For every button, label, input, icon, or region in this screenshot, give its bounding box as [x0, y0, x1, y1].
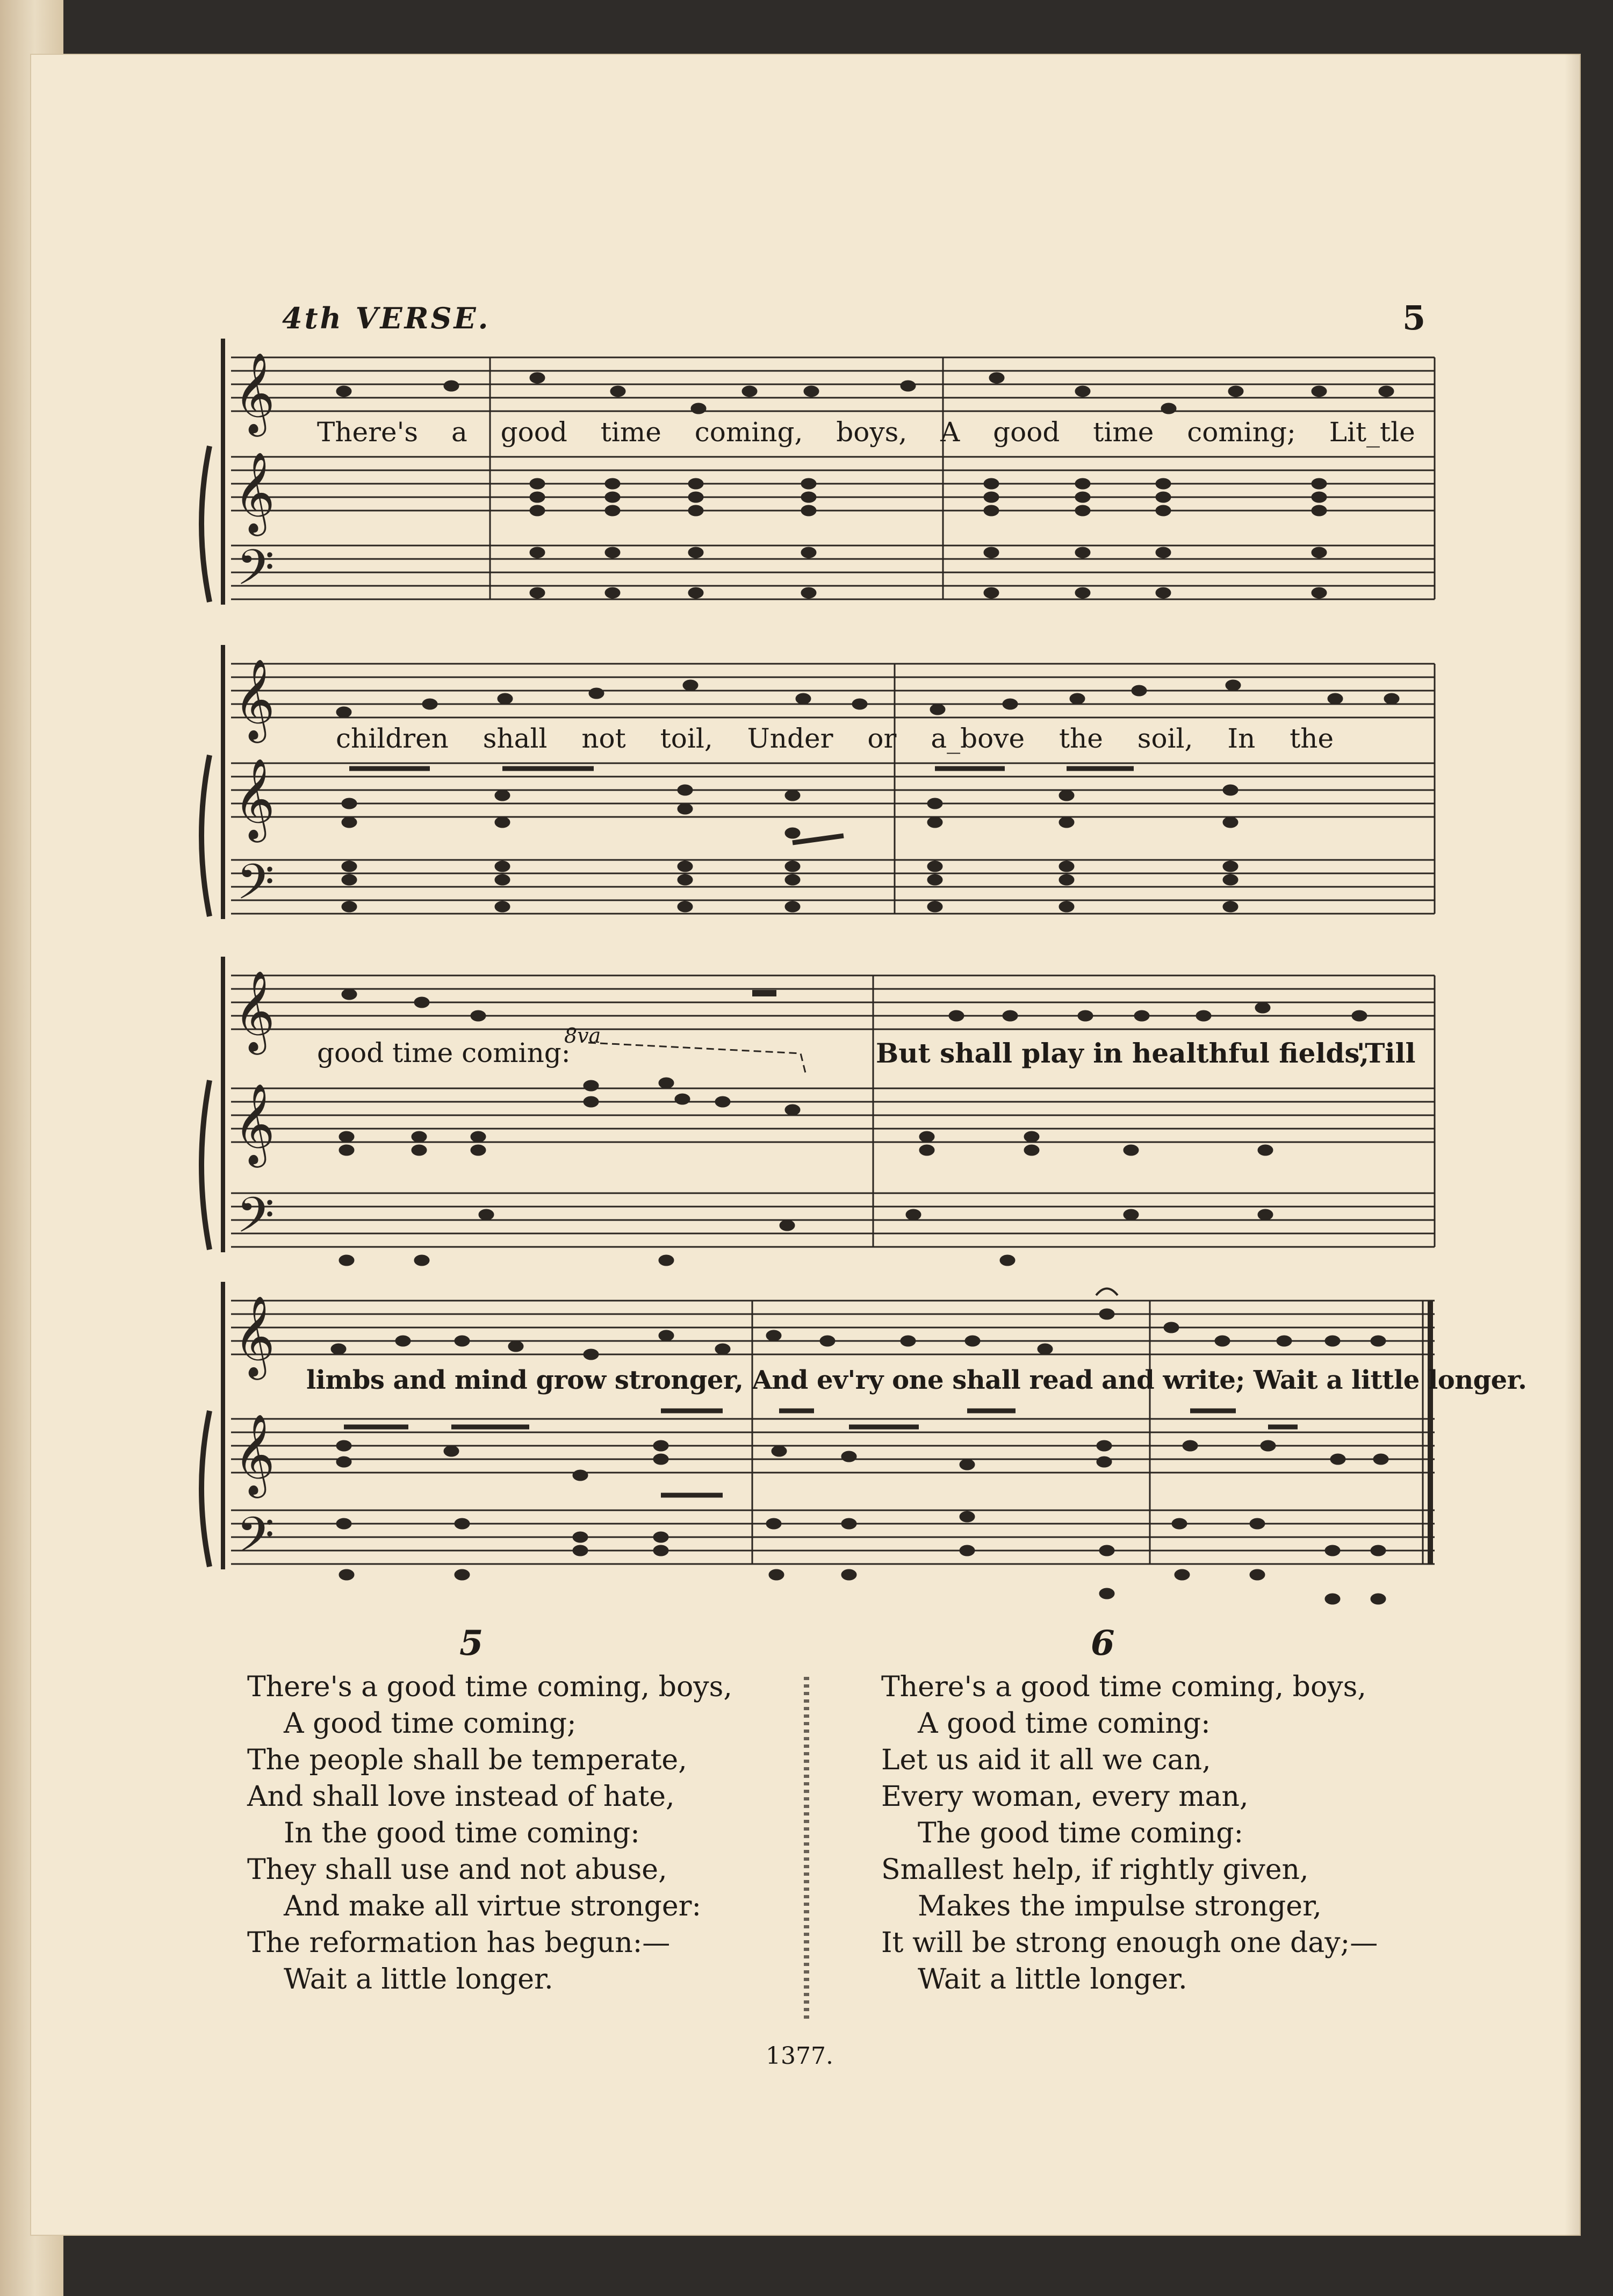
- svg-text:𝄢: 𝄢: [236, 1506, 275, 1575]
- stanza-6: [881, 1669, 1378, 1998]
- stanza-line: Smallest help, if rightly given,: [881, 1854, 1309, 1886]
- stanza-line: And shall love instead of hate,: [247, 1781, 675, 1813]
- lyric-system3-a: good time coming:: [317, 1037, 571, 1068]
- svg-text:𝄢: 𝄢: [236, 853, 275, 922]
- lyric-system3-c: 'Till: [1357, 1037, 1416, 1069]
- system-2: [201, 645, 1435, 922]
- stanza-line: There's a good time coming, boys,: [247, 1671, 732, 1703]
- stanza-6-number: 6: [1091, 1623, 1115, 1663]
- stanza-line: And make all virtue stronger:: [284, 1890, 702, 1922]
- lyric-system2: children shall not toil, Under or a_bove the soil, In the: [336, 723, 1334, 754]
- stanza-line: The good time coming:: [918, 1817, 1243, 1849]
- system-4: [201, 1282, 1435, 1604]
- stanza-line: In the good time coming:: [284, 1817, 640, 1849]
- stanza-5: [247, 1669, 732, 1998]
- stanza-5-number: 5: [459, 1623, 484, 1663]
- stanza-line: Wait a little longer.: [284, 1963, 553, 1996]
- page-number: 5: [1402, 298, 1426, 338]
- svg-text:𝄞: 𝄞: [234, 970, 275, 1051]
- stanza-line: The reformation has begun:—: [247, 1927, 671, 1959]
- stanza-line: Let us aid it all we can,: [881, 1744, 1211, 1776]
- stanza-line: The people shall be temperate,: [247, 1744, 687, 1776]
- stanza-line: They shall use and not abuse,: [247, 1854, 667, 1886]
- stanza-line: Wait a little longer.: [918, 1963, 1187, 1996]
- stanza-line: A good time coming;: [284, 1707, 577, 1740]
- stanza-line: There's a good time coming, boys,: [881, 1671, 1366, 1703]
- stanza-line: Every woman, every man,: [881, 1781, 1249, 1813]
- stanza-line: It will be strong enough one day;—: [881, 1927, 1378, 1959]
- svg-text:𝄞: 𝄞: [234, 1295, 275, 1376]
- stanza-divider: [804, 1677, 809, 2021]
- lyric-system1: There's a good time coming, boys, A good time coming; Lit_tle: [317, 417, 1415, 448]
- system-1: [201, 339, 1435, 608]
- lyric-system4: limbs and mind grow stronger, And ev'ry one shall read and write; Wait a little longer.: [306, 1365, 1527, 1395]
- lyric-system3-b: But shall play in healthful fields,: [876, 1037, 1369, 1069]
- svg-text:𝄢: 𝄢: [236, 1187, 275, 1255]
- svg-text:𝄞: 𝄞: [234, 658, 275, 740]
- plate-number: 1377.: [766, 2042, 833, 2070]
- svg-text:𝄞: 𝄞: [234, 351, 275, 433]
- stanza-line: A good time coming:: [918, 1707, 1211, 1740]
- svg-text:𝄞: 𝄞: [234, 1082, 275, 1164]
- svg-text:𝄞: 𝄞: [234, 451, 275, 533]
- svg-text:𝄞: 𝄞: [234, 1413, 275, 1495]
- svg-text:𝄞: 𝄞: [234, 757, 275, 839]
- svg-text:𝄢: 𝄢: [236, 539, 275, 608]
- ottava-mark: 8va: [564, 1024, 601, 1047]
- verse-label: 4th VERSE.: [282, 301, 491, 335]
- stanza-line: Makes the impulse stronger,: [918, 1890, 1322, 1922]
- system-3: [201, 957, 1435, 1266]
